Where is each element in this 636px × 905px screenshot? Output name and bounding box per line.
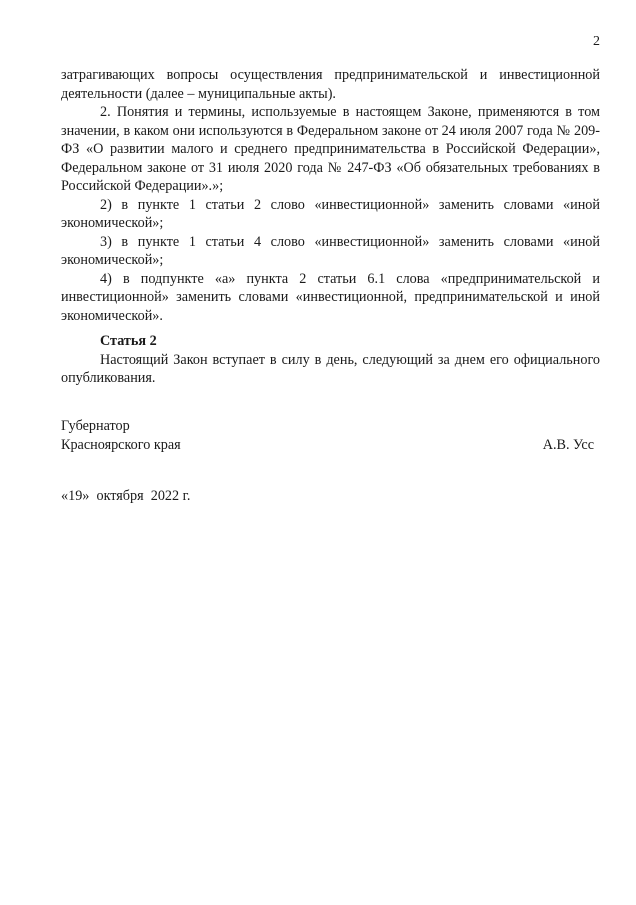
signature-name: А.В. Усс xyxy=(542,436,594,453)
signature-position-line2: Красноярского края xyxy=(61,436,181,453)
paragraph-definitions: 2. Понятия и термины, используемые в настоящем Законе, применяются в том значении, в каком они используются в Федеральном законе от 24 июля 2007 года № 209-ФЗ «О развитии малого и среднего предпринимательства в Российской Федерации», Федеральном законе от 31 июля 2020 года № 247-ФЗ «Об обязательных требованиях в Российской Федерации».»; xyxy=(61,104,600,194)
signature-line xyxy=(61,436,594,455)
paragraph-amendment-3: 3) в пункте 1 статьи 4 слово «инвестиционной» заменить словами «иной экономической»; xyxy=(61,233,600,268)
signature-position-line1: Губернатор xyxy=(61,418,130,434)
paragraph-amendment-2: 2) в пункте 1 статьи 2 слово «инвестиционной» заменить словами «иной экономической»; xyxy=(61,196,600,231)
paragraph-amendment-4: 4) в подпункте «а» пункта 2 статьи 6.1 слова «предпринимательской и инвестиционной» заменить словами «инвестиционной, предпринимательской и иной экономической». xyxy=(61,270,600,324)
article-title: Статья 2 xyxy=(100,333,157,349)
body-text xyxy=(61,66,600,325)
document-date: «19» октября 2022 г. xyxy=(61,488,191,504)
signature-block xyxy=(61,417,594,454)
article-2-block xyxy=(61,332,600,388)
article-text: Настоящий Закон вступает в силу в день, следующий за днем его официального опубликования. xyxy=(61,351,600,386)
page-number: 2 xyxy=(593,34,600,49)
paragraph-continuation: затрагивающих вопросы осуществления предпринимательской и инвестиционной деятельности (далее – муниципальные акты). xyxy=(61,67,600,102)
